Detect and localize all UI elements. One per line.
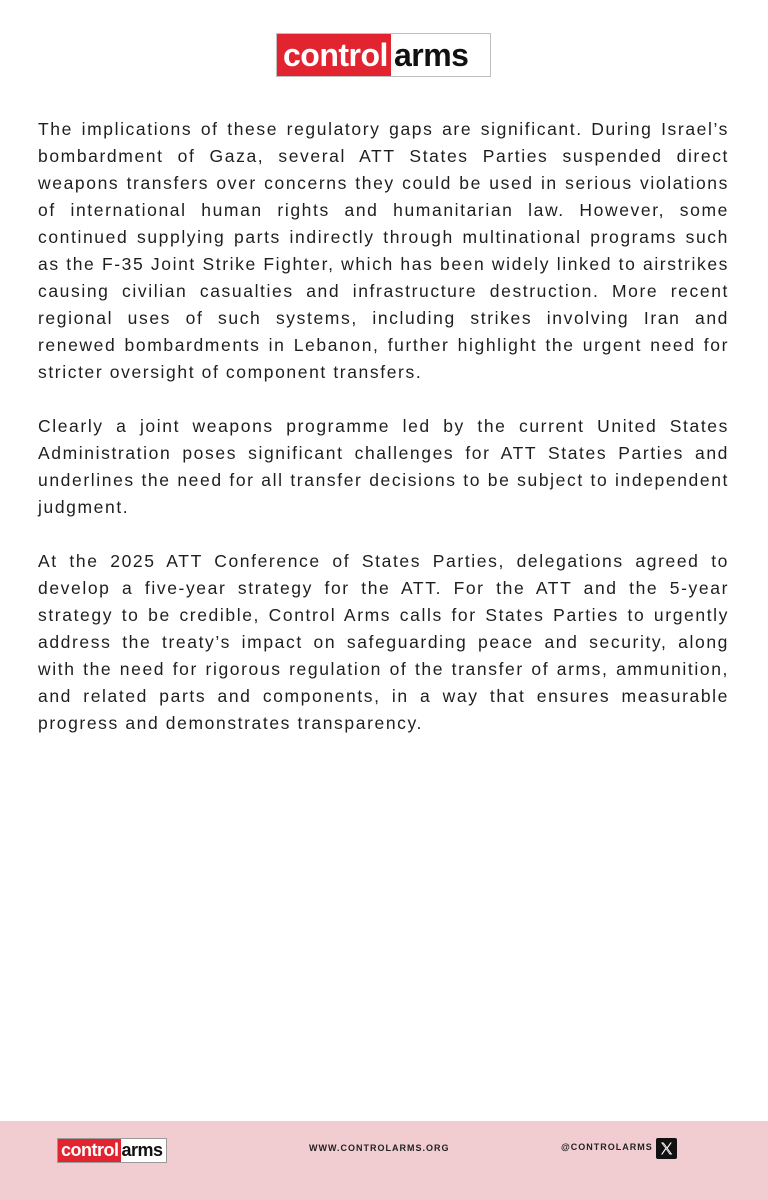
x-icon[interactable] — [656, 1138, 677, 1159]
paragraph-2: Clearly a joint weapons programme led by the current United States Administration poses significant challenges for ATT States Parties and underlines the need for all transfer decisions to be subject to independent judgment. — [38, 416, 729, 517]
paragraph-1: The implications of these regulatory gaps are significant. During Israel’s bombardment of Gaza, several ATT States Parties suspended direct weapons transfers over concerns they could be used in serious violations of international human rights and humanitarian law. However, some continued supplying parts indirectly through multinational programs such as the F-35 Joint Strike Fighter, which has been widely linked to airstrikes causing civilian casualties and infrastructure destruction. More recent regional uses of such systems, including strikes involving Iran and renewed bombardments in Lebanon, further highlight the urgent need for stricter oversight of component transfers. — [38, 119, 729, 382]
logo-arms-text: arms — [391, 34, 473, 76]
paragraph-3: At the 2025 ATT Conference of States Parties, delegations agreed to develop a five-year strategy for the ATT. For the ATT and the 5-year strategy to be credible, Control Arms calls for States Parties to urgently address the treaty’s impact on safeguarding peace and security, along with the need for rigorous regulation of the transfer of arms, ammunition, and related parts and components, in a way that ensures measurable progress and demonstrates transparency. — [38, 551, 729, 733]
social-handle[interactable]: @CONTROLARMS — [561, 1142, 653, 1152]
control-arms-logo — [276, 33, 491, 77]
website-link[interactable]: WWW.CONTROLARMS.ORG — [309, 1143, 450, 1153]
footer-logo — [57, 1138, 167, 1163]
footer-logo-control-text: control — [58, 1139, 121, 1162]
logo-control-text: control — [277, 34, 391, 76]
footer — [0, 1121, 768, 1200]
document-body — [38, 116, 729, 764]
footer-logo-arms-text: arms — [121, 1139, 166, 1162]
